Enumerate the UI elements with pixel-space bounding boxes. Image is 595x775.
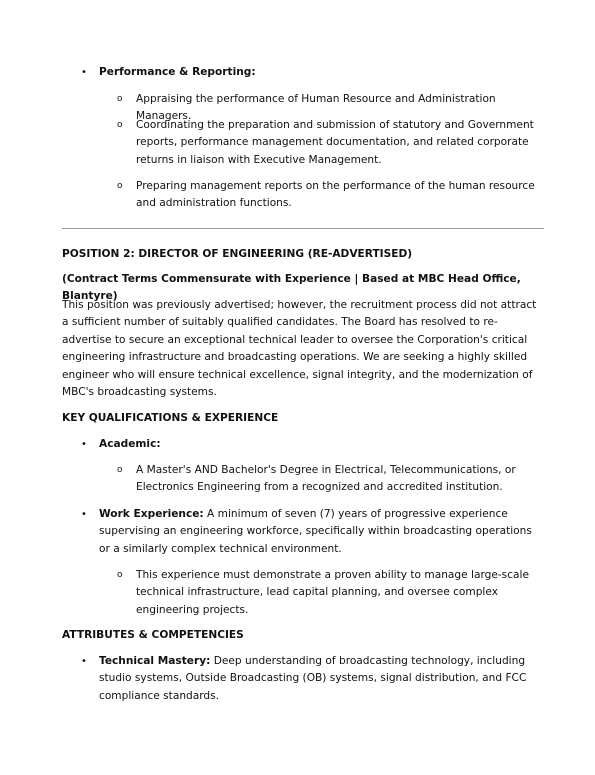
attributes-heading — [62, 627, 546, 644]
section-divider — [62, 228, 544, 229]
academic-item — [117, 462, 541, 497]
sub-bullet-glyph: o — [117, 94, 123, 104]
performance-heading: Performance & Reporting: — [99, 66, 256, 78]
work-experience-bullet — [81, 506, 544, 558]
qualifications-heading — [62, 410, 546, 427]
performance-item-text: Coordinating the preparation and submission of statutory and Government reports, performance management documentation, and related corporate returns in liaison with Executive Management. — [136, 119, 534, 166]
position-intro: This position was previously advertised; however, the recruitment process did not attract a sufficient number of suitably qualified candidates. The Board has resolved to re-advertise to secure an exceptional technical leader to oversee the Corporation's critical engineering infrastructure and broadcasting operations. We are seeking a highly skilled engineer who will ensure technical excellence, signal integrity, and the modernization of MBC's broadcasting systems. — [62, 299, 537, 399]
position-subtitle-text: (Contract Terms Commensurate with Experience | Based at MBC Head Office, Blantyre) — [62, 273, 521, 303]
academic-bullet — [81, 436, 544, 453]
qualifications-heading-text: KEY QUALIFICATIONS & EXPERIENCE — [62, 412, 279, 424]
academic-item-text: A Master's AND Bachelor's Degree in Electrical, Telecommunications, or Electronics Engineering from a recognized and accredited institution. — [136, 464, 516, 494]
position-title — [62, 246, 546, 263]
bullet-glyph: • — [81, 67, 87, 78]
sub-bullet-glyph: o — [117, 465, 123, 475]
bullet-glyph: • — [81, 656, 87, 667]
sub-bullet-glyph: o — [117, 181, 123, 191]
sub-bullet-glyph: o — [117, 120, 123, 130]
performance-item — [117, 117, 541, 169]
work-experience-item-text: This experience must demonstrate a proven ability to manage large-scale technical infrastructure, lead capital planning, and oversee complex engineering projects. — [136, 569, 529, 616]
technical-mastery-bullet — [81, 653, 544, 705]
performance-item-text: Appraising the performance of Human Resource and Administration Managers. — [136, 93, 496, 123]
work-experience-item — [117, 567, 541, 619]
position-title-text: POSITION 2: DIRECTOR OF ENGINEERING (RE-ADVERTISED) — [62, 248, 413, 260]
work-experience-text: A minimum of seven (7) years of progressive experience supervising an engineering workforce, specifically within broadcasting operations or a similarly complex technical environment. — [99, 508, 532, 555]
academic-label: Academic: — [99, 438, 161, 450]
technical-mastery-label: Technical Mastery: — [99, 655, 211, 667]
sub-bullet-glyph: o — [117, 570, 123, 580]
performance-bullet — [81, 64, 544, 81]
bullet-glyph: • — [81, 509, 87, 520]
bullet-glyph: • — [81, 439, 87, 450]
performance-item-text: Preparing management reports on the performance of the human resource and administration functions. — [136, 180, 535, 210]
work-experience-label: Work Experience: — [99, 508, 204, 520]
performance-item — [117, 178, 541, 213]
technical-mastery-text: Deep understanding of broadcasting technology, including studio systems, Outside Broadcasting (OB) systems, signal distribution, and FCC compliance standards. — [99, 655, 527, 702]
attributes-heading-text: ATTRIBUTES & COMPETENCIES — [62, 629, 244, 641]
